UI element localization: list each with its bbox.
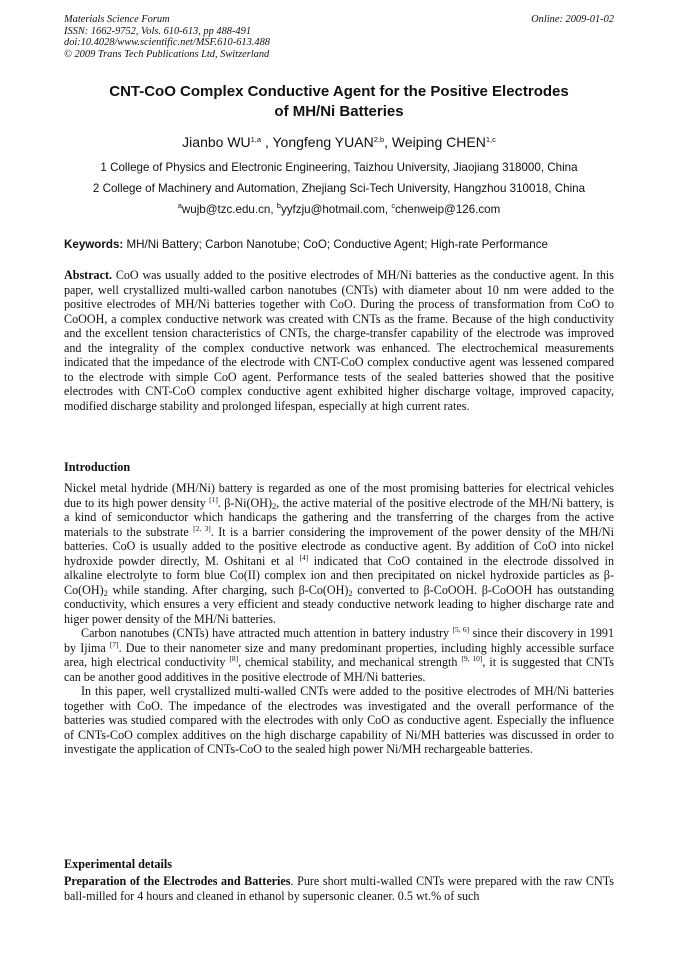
- author-name: Jianbo WU: [182, 134, 251, 150]
- citation[interactable]: [1]: [209, 494, 218, 504]
- citation[interactable]: [7]: [109, 639, 119, 649]
- intro-paragraph-2: [64, 626, 614, 684]
- author-list: [64, 134, 614, 150]
- text-run: . It is a barrier considering the improvement of the power density of the MH/Ni batteries. CoO is usually added to the positive electrode as conductive agent. By addition of CoO into nickel hydroxide powder directly, M. Oshitani et al: [64, 524, 614, 568]
- citation[interactable]: [5, 6]: [452, 625, 470, 634]
- email-address[interactable]: wujb@tzc.edu.cn,: [181, 203, 277, 216]
- experimental-heading: Experimental details: [64, 857, 172, 871]
- email-mark: c: [391, 201, 396, 210]
- author-affil-mark: 2,b: [373, 135, 385, 144]
- author-affil-mark: 1,c: [485, 135, 496, 144]
- text-run: Carbon nanotubes (CNTs) have attracted much attention in battery industry: [81, 626, 453, 640]
- keywords-label: Keywords:: [64, 238, 124, 251]
- text-run: . Due to their nanometer size and many predominant properties, including highly accessible surface area, high electrical conductivity: [64, 640, 614, 669]
- citation[interactable]: [9, 10]: [461, 654, 483, 663]
- subscript: 2: [348, 587, 353, 598]
- introduction-body: [64, 481, 614, 757]
- experimental-subheading: Preparation of the Electrodes and Batteries: [64, 874, 291, 888]
- text-run: , chemical stability, and mechanical strength: [238, 655, 462, 669]
- affiliation-1: 1 College of Physics and Electronic Engineering, Taizhou University, Jiaojiang 318000, China: [100, 161, 578, 174]
- text-run: , it is suggested that CNTs can be another good additives in the positive electrode of MH/Ni batteries.: [64, 655, 615, 684]
- copyright-line: © 2009 Trans Tech Publications Ltd, Switzerland: [64, 48, 270, 60]
- paper-title: [64, 82, 614, 122]
- email-mark: a: [177, 201, 182, 210]
- email-address[interactable]: yyfzju@hotmail.com,: [280, 203, 392, 216]
- text-run: , the active material of the positive electrode of the MH/Ni battery, is a kind of semiconductor which handicaps the gathering and the transferring of the charges from the active materials to the substrate: [64, 495, 615, 539]
- experimental-text: . Pure short multi-walled CNTs were prepared with the raw CNTs ball-milled for 4 hours and cleaned in ethanol by supersonic cleaner. 0.5 wt.% of such: [64, 874, 614, 903]
- online-date: Online: 2009-01-02: [531, 14, 614, 25]
- experimental-body: [64, 874, 614, 903]
- keywords-text: MH/Ni Battery; Carbon Nanotube; CoO; Conductive Agent; High-rate Performance: [123, 238, 548, 251]
- citation[interactable]: [2, 3]: [193, 523, 211, 533]
- text-run: while standing. After charging, such β-Co(OH): [107, 582, 349, 597]
- title-line-2: of MH/Ni Batteries: [274, 103, 404, 120]
- email-list: [64, 203, 614, 216]
- abstract-text: CoO was usually added to the positive electrodes of MH/Ni batteries as the conductive agent. In this paper, well crystallized multi-walled carbon nanotubes (CNTs) with diameter about 10 nm were added to the positive electrodes of MH/Ni batteries together with CoO. During the process of transformation from CoO to CoOOH, a complex conductive network was created with CNTs as the frame. Because of the high conductivity and the excellent tension characteristics of CNTs, the charge-transfer capability of the electrode was improved and the integrality of the complex conductive network was enhanced. The electrochemical measurements indicated that the impedance of the electrode with CNT-CoO complex conductive agent was lessened compared to the electrode with simple CoO agent. Performance tests of the sealed batteries showed that the positive electrodes with CNT-CoO complex conductive agent exhibited higher discharge voltage, improved capacity, modified discharge stability and prolonged lifespan, especially at high current rates.: [64, 268, 614, 413]
- doi-line: doi:10.4028/www.scientific.net/MSF.610-613.488: [64, 37, 270, 49]
- issn-line: ISSN: 1662-9752, Vols. 610-613, pp 488-491: [64, 25, 252, 37]
- intro-paragraph-1: [64, 481, 614, 626]
- text-run: . β-Ni(OH): [217, 495, 273, 510]
- text-run: Nickel metal hydride (MH/Ni) battery is regarded as one of the most promising batteries for electrical vehicles due to its high power density: [64, 481, 614, 510]
- abstract: [64, 268, 614, 413]
- citation[interactable]: [4]: [299, 552, 309, 562]
- subscript: 2: [272, 500, 277, 511]
- title-line-1: CNT-CoO Complex Conductive Agent for the Positive Electrodes: [109, 83, 569, 100]
- introduction-heading: Introduction: [64, 460, 131, 474]
- text-run: since their discovery in 1991 by Ijima: [64, 626, 614, 655]
- email-mark: b: [276, 201, 281, 210]
- abstract-label: Abstract.: [64, 268, 113, 282]
- journal-name: Materials Science Forum: [64, 14, 170, 25]
- affiliation-2: 2 College of Machinery and Automation, Zhejiang Sci-Tech University, Hangzhou 310018, China: [92, 182, 586, 195]
- journal-header: [64, 14, 270, 60]
- author-separator: ,: [261, 134, 273, 150]
- author-affil-mark: 1,a: [250, 135, 262, 144]
- text-run: converted to β-CoOOH. β-CoOOH has outstanding conductivity, which ensures a very efficient and steady conductive network leading to higher discharge rate and higer power density of the MH/Ni batteries.: [64, 582, 614, 626]
- author-name: Weiping CHEN: [391, 134, 486, 150]
- email-address[interactable]: chenweip@126.com: [395, 203, 501, 216]
- citation[interactable]: [8]: [229, 654, 239, 663]
- subscript: 2: [103, 587, 108, 598]
- author-separator: ,: [384, 134, 392, 150]
- text-run: indicated that CoO contained in the electrode dissolved in alkaline electrolyte to form blue Co(II) complex ion and then precipitated on nickel hydroxide particles as β-Co(OH): [64, 553, 615, 597]
- intro-paragraph-3: In this paper, well crystallized multi-walled CNTs were added to the positive electrodes of MH/Ni batteries together with CoO. The impedance of the electrodes was investigated and the overall performance of the batteries was studied compared with the electrodes with only CoO as conductive agent. Especially the influence of CNTs-CoO complex additives on the high discharge capability of Ni/MH batteries was discussed in order to investigate the application of CNTs-CoO to the sealed high power Ni/MH rechargeable batteries.: [64, 684, 614, 756]
- author-name: Yongfeng YUAN: [272, 134, 374, 150]
- keywords-line: [64, 238, 614, 251]
